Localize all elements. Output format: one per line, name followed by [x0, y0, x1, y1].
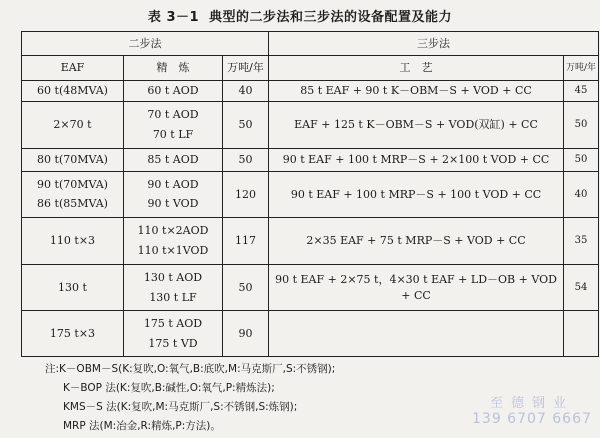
note-kms-s: KMS－S 法(K:复吹,M:马克斯厂,S:不锈钢,S:炼钢); — [63, 401, 298, 413]
eaf-cell: 60 t(48MVA) — [22, 81, 124, 102]
table-caption — [0, 6, 600, 25]
refining-cell: 70 t AOD 70 t LF — [124, 102, 223, 149]
note-mrp: MRP 法(M:冶金,R:精炼,P:方法)。 — [63, 420, 221, 432]
table-title: 典型的二步法和三步法的设备配置及能力 — [209, 10, 453, 25]
table-row — [22, 81, 599, 102]
refining-cell: 130 t AOD 130 t LF — [124, 265, 223, 311]
capacity-three-cell: 45 — [564, 81, 599, 102]
capacity-two-cell: 50 — [223, 149, 269, 172]
capacity-three-cell: 40 — [564, 172, 599, 218]
refining-cell: 175 t AOD 175 t VD — [124, 311, 223, 357]
equipment-capacity-table — [21, 31, 599, 357]
capacity-three-cell: 50 — [564, 102, 599, 149]
eaf-cell: 175 t×3 — [22, 311, 124, 357]
table-notes — [45, 360, 335, 436]
capacity-two-cell: 90 — [223, 311, 269, 357]
table-row — [22, 172, 599, 218]
eaf-cell: 80 t(70MVA) — [22, 149, 124, 172]
capacity-three-cell: 54 — [564, 265, 599, 311]
watermark-company: 至德钢业 — [489, 396, 574, 411]
capacity-two-cell: 40 — [223, 81, 269, 102]
refining-cell: 60 t AOD — [124, 81, 223, 102]
eaf-cell: 110 t×3 — [22, 218, 124, 265]
table-row — [22, 102, 599, 149]
table-row — [22, 218, 599, 265]
header-two-step: 二步法 — [22, 32, 269, 56]
column-header-row — [22, 56, 599, 81]
process-cell: 90 t EAF + 2×75 t，4×30 t EAF + LD－OB + VOD + CC — [269, 265, 564, 311]
col-header-capacity-three-step: 万吨/年 — [564, 56, 599, 81]
watermark — [472, 392, 592, 427]
watermark-phone: 139 6707 6667 — [472, 411, 592, 427]
eaf-cell: 90 t(70MVA) 86 t(85MVA) — [22, 172, 124, 218]
capacity-three-cell: 35 — [564, 218, 599, 265]
refining-cell: 85 t AOD — [124, 149, 223, 172]
capacity-two-cell: 50 — [223, 102, 269, 149]
capacity-three-cell: 50 — [564, 149, 599, 172]
col-header-capacity-two-step: 万吨/年 — [223, 56, 269, 81]
group-header-row — [22, 32, 599, 56]
col-header-refining: 精 炼 — [124, 56, 223, 81]
table-number: 表 3－1 — [147, 10, 200, 25]
capacity-two-cell: 50 — [223, 265, 269, 311]
table-row — [22, 311, 599, 357]
refining-cell: 90 t AOD 90 t VOD — [124, 172, 223, 218]
process-cell — [269, 311, 564, 357]
col-header-eaf: EAF — [22, 56, 124, 81]
capacity-two-cell: 120 — [223, 172, 269, 218]
process-cell: EAF + 125 t K－OBM－S + VOD(双缸) + CC — [269, 102, 564, 149]
table-row — [22, 149, 599, 172]
process-cell: 90 t EAF + 100 t MRP－S + 100 t VOD + CC — [269, 172, 564, 218]
table-row — [22, 265, 599, 311]
process-cell: 2×35 EAF + 75 t MRP－S + VOD + CC — [269, 218, 564, 265]
note-k-bop: K－BOP 法(K:复吹,B:碱性,O:氧气,P:精炼法); — [63, 382, 275, 394]
refining-cell: 110 t×2AOD 110 t×1VOD — [124, 218, 223, 265]
process-cell: 90 t EAF + 100 t MRP－S + 2×100 t VOD + CC — [269, 149, 564, 172]
col-header-process: 工 艺 — [269, 56, 564, 81]
eaf-cell: 130 t — [22, 265, 124, 311]
capacity-three-cell — [564, 311, 599, 357]
process-cell: 85 t EAF + 90 t K－OBM－S + VOD + CC — [269, 81, 564, 102]
header-three-step: 三步法 — [269, 32, 599, 56]
note-k-obm-s: 注:K－OBM－S(K:复吹,O:氧气,B:底吹,M:马克斯厂,S:不锈钢); — [45, 363, 336, 375]
capacity-two-cell: 117 — [223, 218, 269, 265]
eaf-cell: 2×70 t — [22, 102, 124, 149]
